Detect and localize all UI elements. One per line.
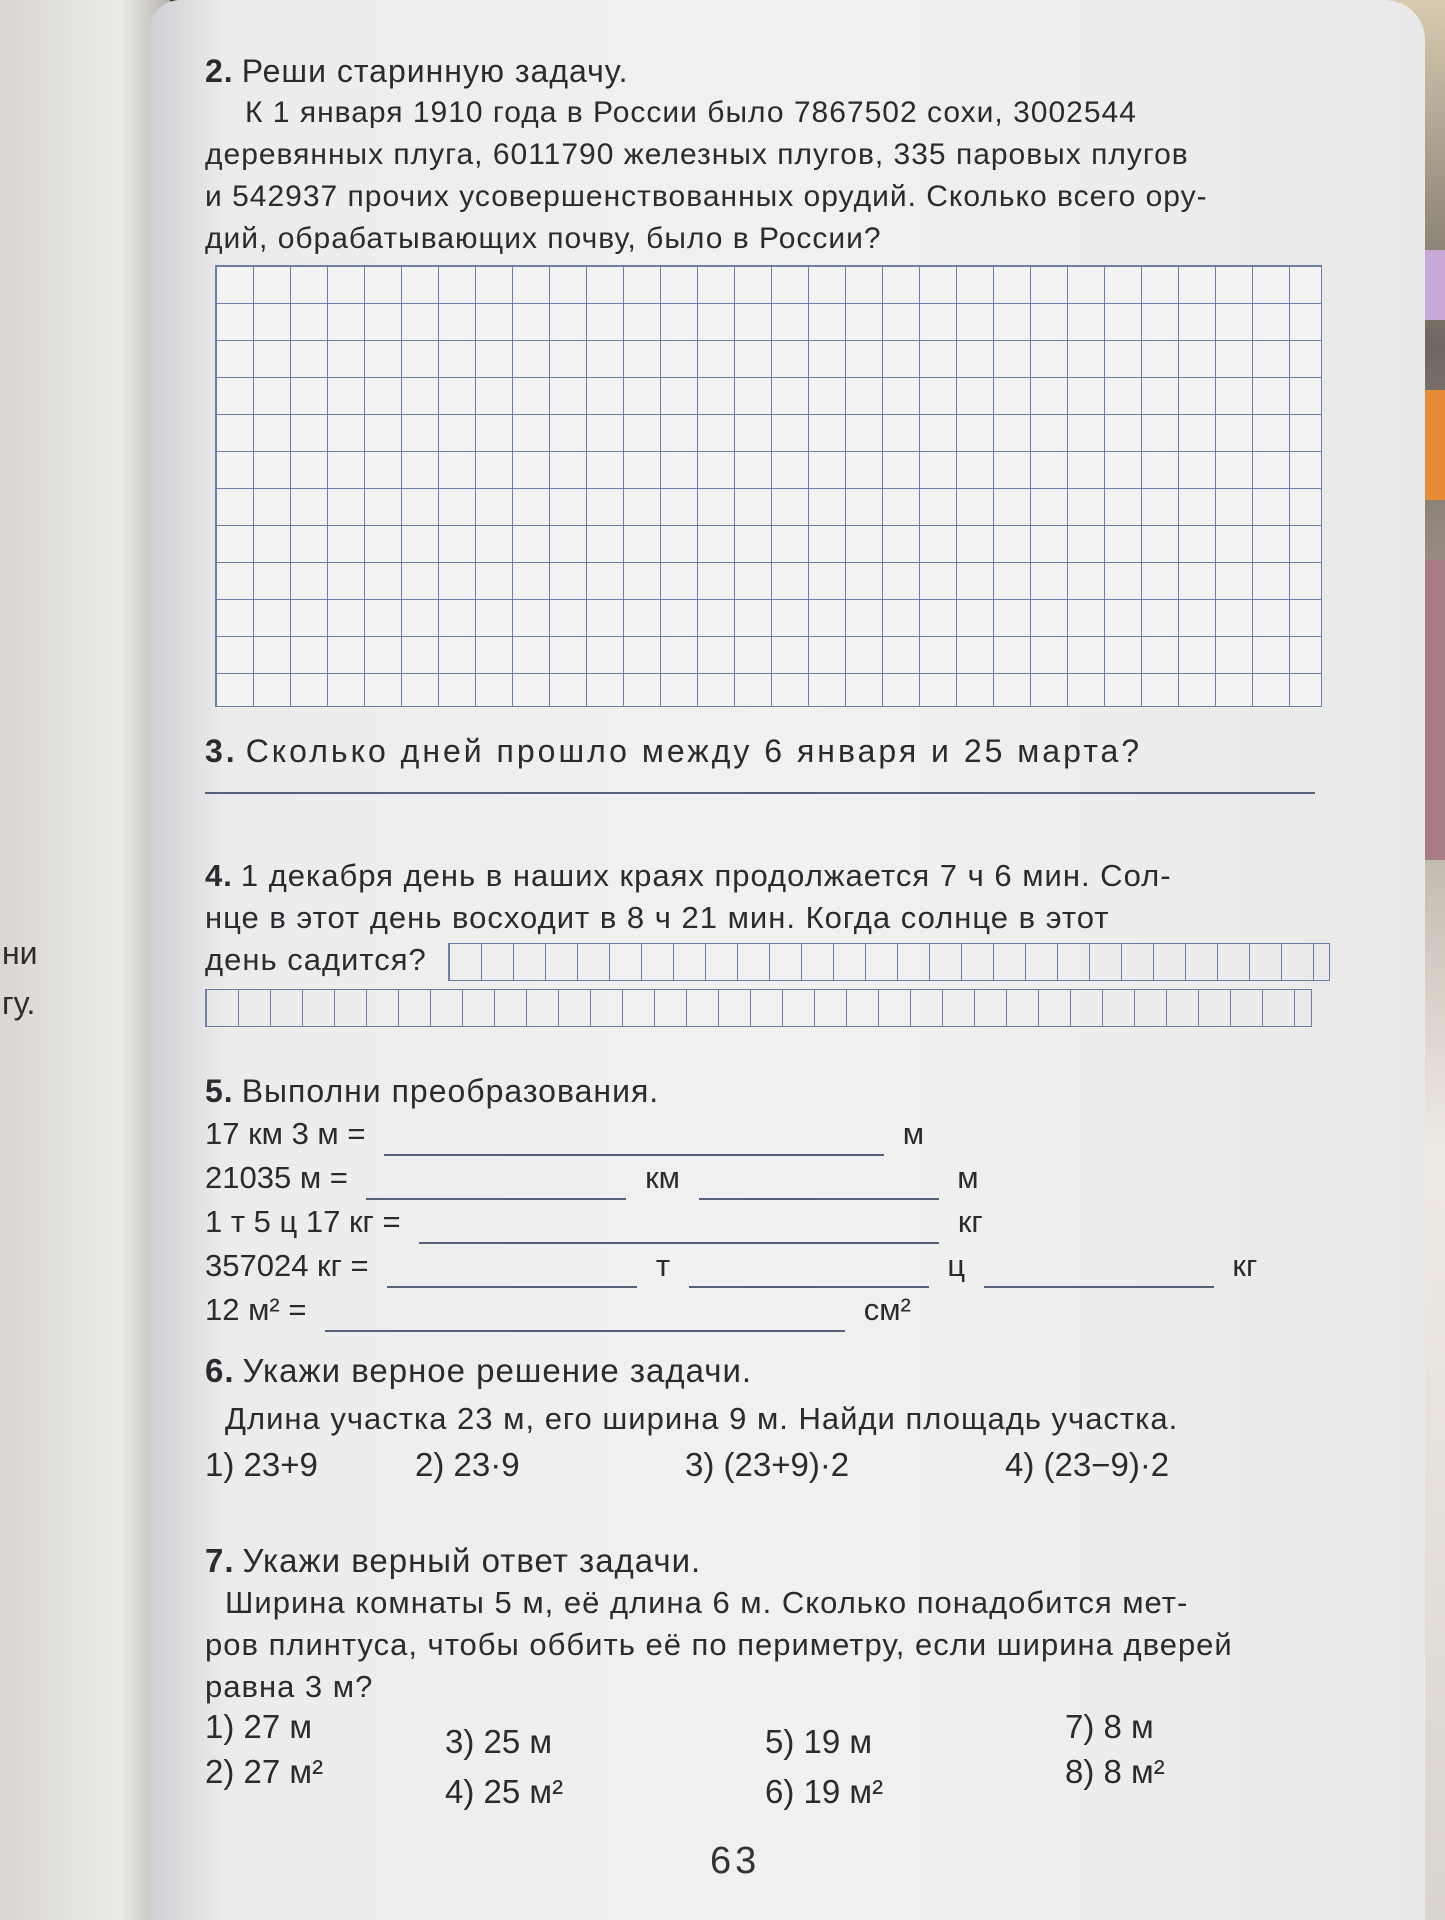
task-heading: Выполни преобразования.	[241, 1073, 660, 1109]
conversion-left: 21035 м =	[205, 1160, 348, 1195]
conversion-left: 17 км 3 м =	[205, 1116, 366, 1151]
task-7	[205, 1540, 1375, 1828]
answer-option[interactable]: 5) 19 м	[765, 1723, 873, 1760]
answer-line[interactable]	[419, 1212, 939, 1244]
conversion-left: 357024 кг =	[205, 1248, 369, 1283]
left-page-fragment: гу.	[2, 985, 36, 1021]
answer-option[interactable]: 8) 8 м²	[1065, 1753, 1165, 1790]
unit-label: см²	[863, 1292, 911, 1327]
answer-line[interactable]	[205, 792, 1315, 794]
answer-line[interactable]	[384, 1124, 884, 1156]
task-text-line: нце в этот день восходит в 8 ч 21 мин. Когда солнце в этот	[205, 900, 1110, 935]
task-5	[205, 1070, 1375, 1332]
task-heading: Укажи верное решение задачи.	[242, 1352, 753, 1389]
answer-option[interactable]: 4) 25 м²	[445, 1773, 564, 1810]
answer-option[interactable]: 2) 23·9	[415, 1446, 520, 1483]
unit-label: м	[957, 1160, 979, 1195]
conversion-row	[205, 1200, 1375, 1244]
conversion-row	[205, 1112, 1375, 1156]
answer-line[interactable]	[699, 1168, 939, 1200]
conversion-row	[205, 1288, 1375, 1332]
answer-line[interactable]	[984, 1256, 1214, 1288]
task-4	[205, 855, 1375, 1027]
task-2	[205, 50, 1375, 260]
task-number: 7.	[205, 1542, 235, 1579]
workbook-page	[150, 0, 1425, 1920]
left-page-fragment: ни	[2, 935, 38, 971]
answer-option[interactable]: 3) (23+9)·2	[685, 1446, 850, 1483]
answer-option[interactable]: 3) 25 м	[445, 1723, 553, 1760]
answer-cells[interactable]	[448, 943, 1330, 981]
task-text-line: равна 3 м?	[205, 1669, 374, 1704]
answer-option[interactable]: 4) (23−9)·2	[1005, 1446, 1170, 1483]
answer-cells[interactable]	[205, 989, 1312, 1027]
unit-label: м	[902, 1116, 925, 1151]
task-text-line: дий, обрабатывающих почву, было в России?	[205, 222, 882, 255]
task-heading: Укажи верный ответ задачи.	[242, 1542, 702, 1579]
answer-option[interactable]: 1) 27 м	[205, 1708, 313, 1745]
conversion-left: 12 м² =	[205, 1292, 307, 1327]
conversion-left: 1 т 5 ц 17 кг =	[205, 1204, 401, 1239]
unit-label: км	[645, 1160, 680, 1195]
unit-label: кг	[1232, 1248, 1258, 1283]
page-number: 63	[710, 1840, 761, 1882]
answer-line[interactable]	[689, 1256, 929, 1288]
task-text: Длина участка 23 м, его ширина 9 м. Найди площадь участка.	[225, 1401, 1179, 1436]
task-number: 6.	[205, 1352, 235, 1389]
answer-option[interactable]: 7) 8 м	[1065, 1708, 1154, 1745]
left-book-page	[0, 0, 170, 1920]
task-text-line: Ширина комнаты 5 м, её длина 6 м. Сколько понадобится мет-	[225, 1585, 1189, 1620]
task-heading: Реши старинную задачу.	[241, 53, 629, 89]
answer-line[interactable]	[325, 1300, 845, 1332]
task-text-line: ров плинтуса, чтобы оббить её по периметру, если ширина дверей	[205, 1627, 1233, 1662]
conversion-row	[205, 1156, 1375, 1200]
unit-label: т	[655, 1248, 671, 1283]
task-number: 4.	[205, 858, 233, 893]
task-text-line: 1 декабря день в наших краях продолжается 7 ч 6 мин. Сол-	[240, 858, 1172, 893]
task-number: 2.	[205, 53, 234, 89]
task-text-line: К 1 января 1910 года в России было 7867502 сохи, 3002544	[245, 96, 1137, 129]
answer-option[interactable]: 2) 27 м²	[205, 1753, 324, 1790]
answer-option[interactable]: 6) 19 м²	[765, 1773, 884, 1810]
task-text-line: день садится?	[205, 942, 427, 977]
conversion-row	[205, 1244, 1375, 1288]
unit-label: кг	[957, 1204, 983, 1239]
task-text-line: деревянных плуга, 6011790 железных плугов, 335 паровых плугов	[205, 138, 1189, 171]
unit-label: ц	[947, 1248, 966, 1283]
answer-line[interactable]	[387, 1256, 637, 1288]
task-number: 3.	[205, 733, 238, 769]
task-text: Сколько дней прошло между 6 января и 25 марта?	[245, 733, 1143, 769]
answer-grid[interactable]	[215, 265, 1322, 707]
task-3	[205, 730, 1375, 772]
answer-line[interactable]	[366, 1168, 626, 1200]
task-6	[205, 1350, 1375, 1496]
task-number: 5.	[205, 1073, 234, 1109]
task-text-line: и 542937 прочих усовершенствованных орудий. Сколько всего ору-	[205, 180, 1208, 213]
answer-option[interactable]: 1) 23+9	[205, 1446, 318, 1483]
